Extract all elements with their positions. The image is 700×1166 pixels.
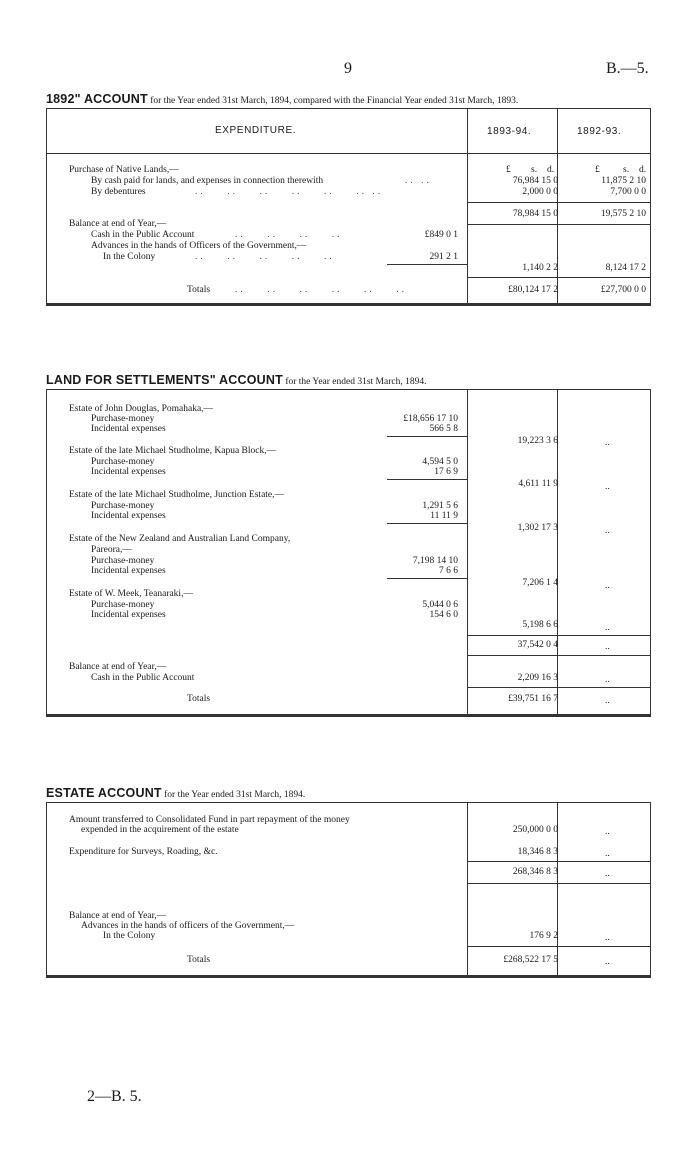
surveys-label: Expenditure for Surveys, Roading, &c.: [69, 847, 218, 857]
cash-paid-1893-94: 76,984 15 0: [512, 176, 558, 186]
purchase-native-lands-label: Purchase of Native Lands,—: [69, 165, 179, 175]
estate-account-table: [46, 802, 651, 976]
estate-total: 4,611 11 9: [518, 479, 558, 489]
balance-1893-94: 1,140 2 2: [522, 263, 558, 273]
cash-public-label: Cash in the Public Account: [91, 230, 195, 240]
native-lands-table: [46, 108, 651, 304]
unit-shilling: s.: [531, 165, 538, 175]
purchase-money-value: 5,044 0 6: [422, 600, 458, 610]
incidental-value: 11 11 9: [430, 511, 458, 521]
leader-dots: .. .. .. ..: [235, 230, 343, 240]
totals-label: Totals: [187, 285, 211, 295]
settlements-heading: [46, 373, 426, 387]
cash-public-value: £849 0 1: [424, 230, 458, 240]
empty-mark: ..: [605, 482, 610, 492]
estate-name-continued: Pareora,—: [91, 545, 132, 555]
settlements-heading-title: LAND FOR SETTLEMENTS" ACCOUNT: [46, 373, 283, 387]
leader-dots: .. ..: [405, 176, 432, 186]
balance-end-label: Balance at end of Year,—: [69, 911, 167, 921]
incidental-label: Incidental expenses: [91, 467, 166, 477]
settlements-subtotal: 37,542 0 4: [517, 640, 558, 650]
unit-shilling-2: s.: [623, 165, 630, 175]
balance-end-label: Balance at end of Year,—: [69, 219, 167, 229]
native-lands-heading: [46, 92, 518, 106]
empty-mark: ..: [605, 675, 610, 685]
subtotal-1892-93: 19,575 2 10: [600, 209, 646, 219]
incidental-label: Incidental expenses: [91, 424, 166, 434]
footer-reference: 2—B. 5.: [87, 1088, 142, 1105]
empty-mark: ..: [605, 438, 610, 448]
surveys-value: 18,346 8 3: [517, 847, 558, 857]
incidental-label: Incidental expenses: [91, 511, 166, 521]
estate-name: Estate of the New Zealand and Australian Land Company,: [69, 534, 291, 544]
leader-dots: .. .. .. .. .. .. ..: [195, 187, 384, 197]
empty-mark: ..: [605, 526, 610, 536]
subtotal-1893-94: 78,984 15 0: [512, 209, 558, 219]
settlements-heading-subtitle: for the Year ended 31st March, 1894.: [285, 377, 427, 387]
in-colony-value: 291 2 1: [429, 252, 458, 262]
cash-paid-1892-93: 11,875 2 10: [601, 176, 646, 186]
native-lands-heading-title: 1892" ACCOUNT: [46, 92, 148, 106]
empty-mark: ..: [605, 827, 610, 837]
incidental-value: 154 6 0: [429, 610, 458, 620]
purchase-money-label: Purchase-money: [91, 600, 155, 610]
estate-name: Estate of W. Meek, Teanaraki,—: [69, 589, 193, 599]
estate-total: 19,223 3 6: [517, 436, 558, 446]
incidental-label: Incidental expenses: [91, 566, 166, 576]
transfer-label: Amount transferred to Consolidated Fund in part repayment of the money: [69, 815, 350, 825]
purchase-money-value: £18,656 17 10: [403, 414, 458, 424]
purchase-money-value: 4,594 5 0: [422, 457, 458, 467]
debentures-label: By debentures: [91, 187, 146, 197]
page-number: 9: [344, 60, 352, 77]
settlements-totals: £39,751 16 7: [508, 694, 558, 704]
estate-totals: £268,522 17 5: [503, 955, 558, 965]
totals-label: Totals: [187, 694, 211, 704]
leader-dots: .. .. .. .. .. ..: [235, 285, 407, 295]
purchase-money-label: Purchase-money: [91, 556, 155, 566]
document-reference: B.—5.: [606, 60, 649, 77]
purchase-money-label: Purchase-money: [91, 414, 155, 424]
purchase-money-value: 7,198 14 10: [412, 556, 458, 566]
debentures-1892-93: 7,700 0 0: [610, 187, 646, 197]
unit-pound: £: [506, 165, 511, 175]
debentures-1893-94: 2,000 0 0: [522, 187, 558, 197]
empty-mark: ..: [605, 869, 610, 879]
in-colony-label: In the Colony: [103, 931, 156, 941]
native-lands-heading-subtitle: for the Year ended 31st March, 1894, compared with the Financial Year ended 31st March, 1893.: [150, 96, 519, 106]
purchase-money-value: 1,291 5 6: [422, 501, 458, 511]
in-colony-value: 176 9 2: [529, 931, 558, 941]
totals-1893-94: £80,124 17 2: [508, 285, 558, 295]
purchase-money-label: Purchase-money: [91, 501, 155, 511]
estate-total: 7,206 1 4: [522, 578, 558, 588]
balance-1892-93: 8,124 17 2: [605, 263, 646, 273]
empty-mark: ..: [605, 623, 610, 633]
incidental-value: 17 6 9: [434, 467, 458, 477]
purchase-money-label: Purchase-money: [91, 457, 155, 467]
cash-paid-label: By cash paid for lands, and expenses in connection therewith: [91, 176, 324, 186]
estate-account-heading: [46, 786, 305, 800]
estate-name: Estate of the late Michael Studholme, Junction Estate,—: [69, 490, 285, 500]
totals-1892-93: £27,700 0 0: [600, 285, 646, 295]
estate-subtotal: 268,346 8 3: [512, 867, 558, 877]
incidental-label: Incidental expenses: [91, 610, 166, 620]
cash-public-label: Cash in the Public Account: [91, 673, 195, 683]
advances-label: Advances in the hands of Officers of the Government,—: [91, 241, 307, 251]
empty-mark: ..: [605, 581, 610, 591]
incidental-value: 7 6 6: [439, 566, 458, 576]
estate-account-heading-subtitle: for the Year ended 31st March, 1894.: [164, 790, 306, 800]
balance-end-label: Balance at end of Year,—: [69, 662, 167, 672]
col-expenditure-header: EXPENDITURE.: [215, 125, 297, 136]
in-colony-label: In the Colony: [103, 252, 156, 262]
unit-pence: d.: [547, 165, 555, 175]
incidental-value: 566 5 8: [429, 424, 458, 434]
estate-name: Estate of the late Michael Studholme, Kapua Block,—: [69, 446, 277, 456]
estate-total: 5,198 6 6: [522, 620, 558, 630]
estate-name: Estate of John Douglas, Pomahaka,—: [69, 404, 214, 414]
transfer-value: 250,000 0 0: [512, 825, 558, 835]
unit-pence-2: d.: [639, 165, 647, 175]
totals-label: Totals: [187, 955, 211, 965]
transfer-label-continued: expended in the acquirement of the estate: [81, 825, 239, 835]
advances-label: Advances in the hands of officers of the Government,—: [81, 921, 295, 931]
estate-account-heading-title: ESTATE ACCOUNT: [46, 786, 162, 800]
unit-pound-2: £: [595, 165, 600, 175]
empty-mark: ..: [605, 849, 610, 859]
empty-mark: ..: [605, 957, 610, 967]
col-1892-93-header: 1892-93.: [577, 126, 622, 137]
empty-mark: ..: [605, 696, 610, 706]
leader-dots: .. .. .. .. ..: [195, 252, 335, 262]
empty-mark: ..: [605, 933, 610, 943]
empty-mark: ..: [605, 642, 610, 652]
settlements-balance: 2,209 16 3: [517, 673, 558, 683]
settlements-table: [46, 389, 651, 715]
estate-total: 1,302 17 3: [517, 523, 558, 533]
col-1893-94-header: 1893-94.: [487, 126, 532, 137]
